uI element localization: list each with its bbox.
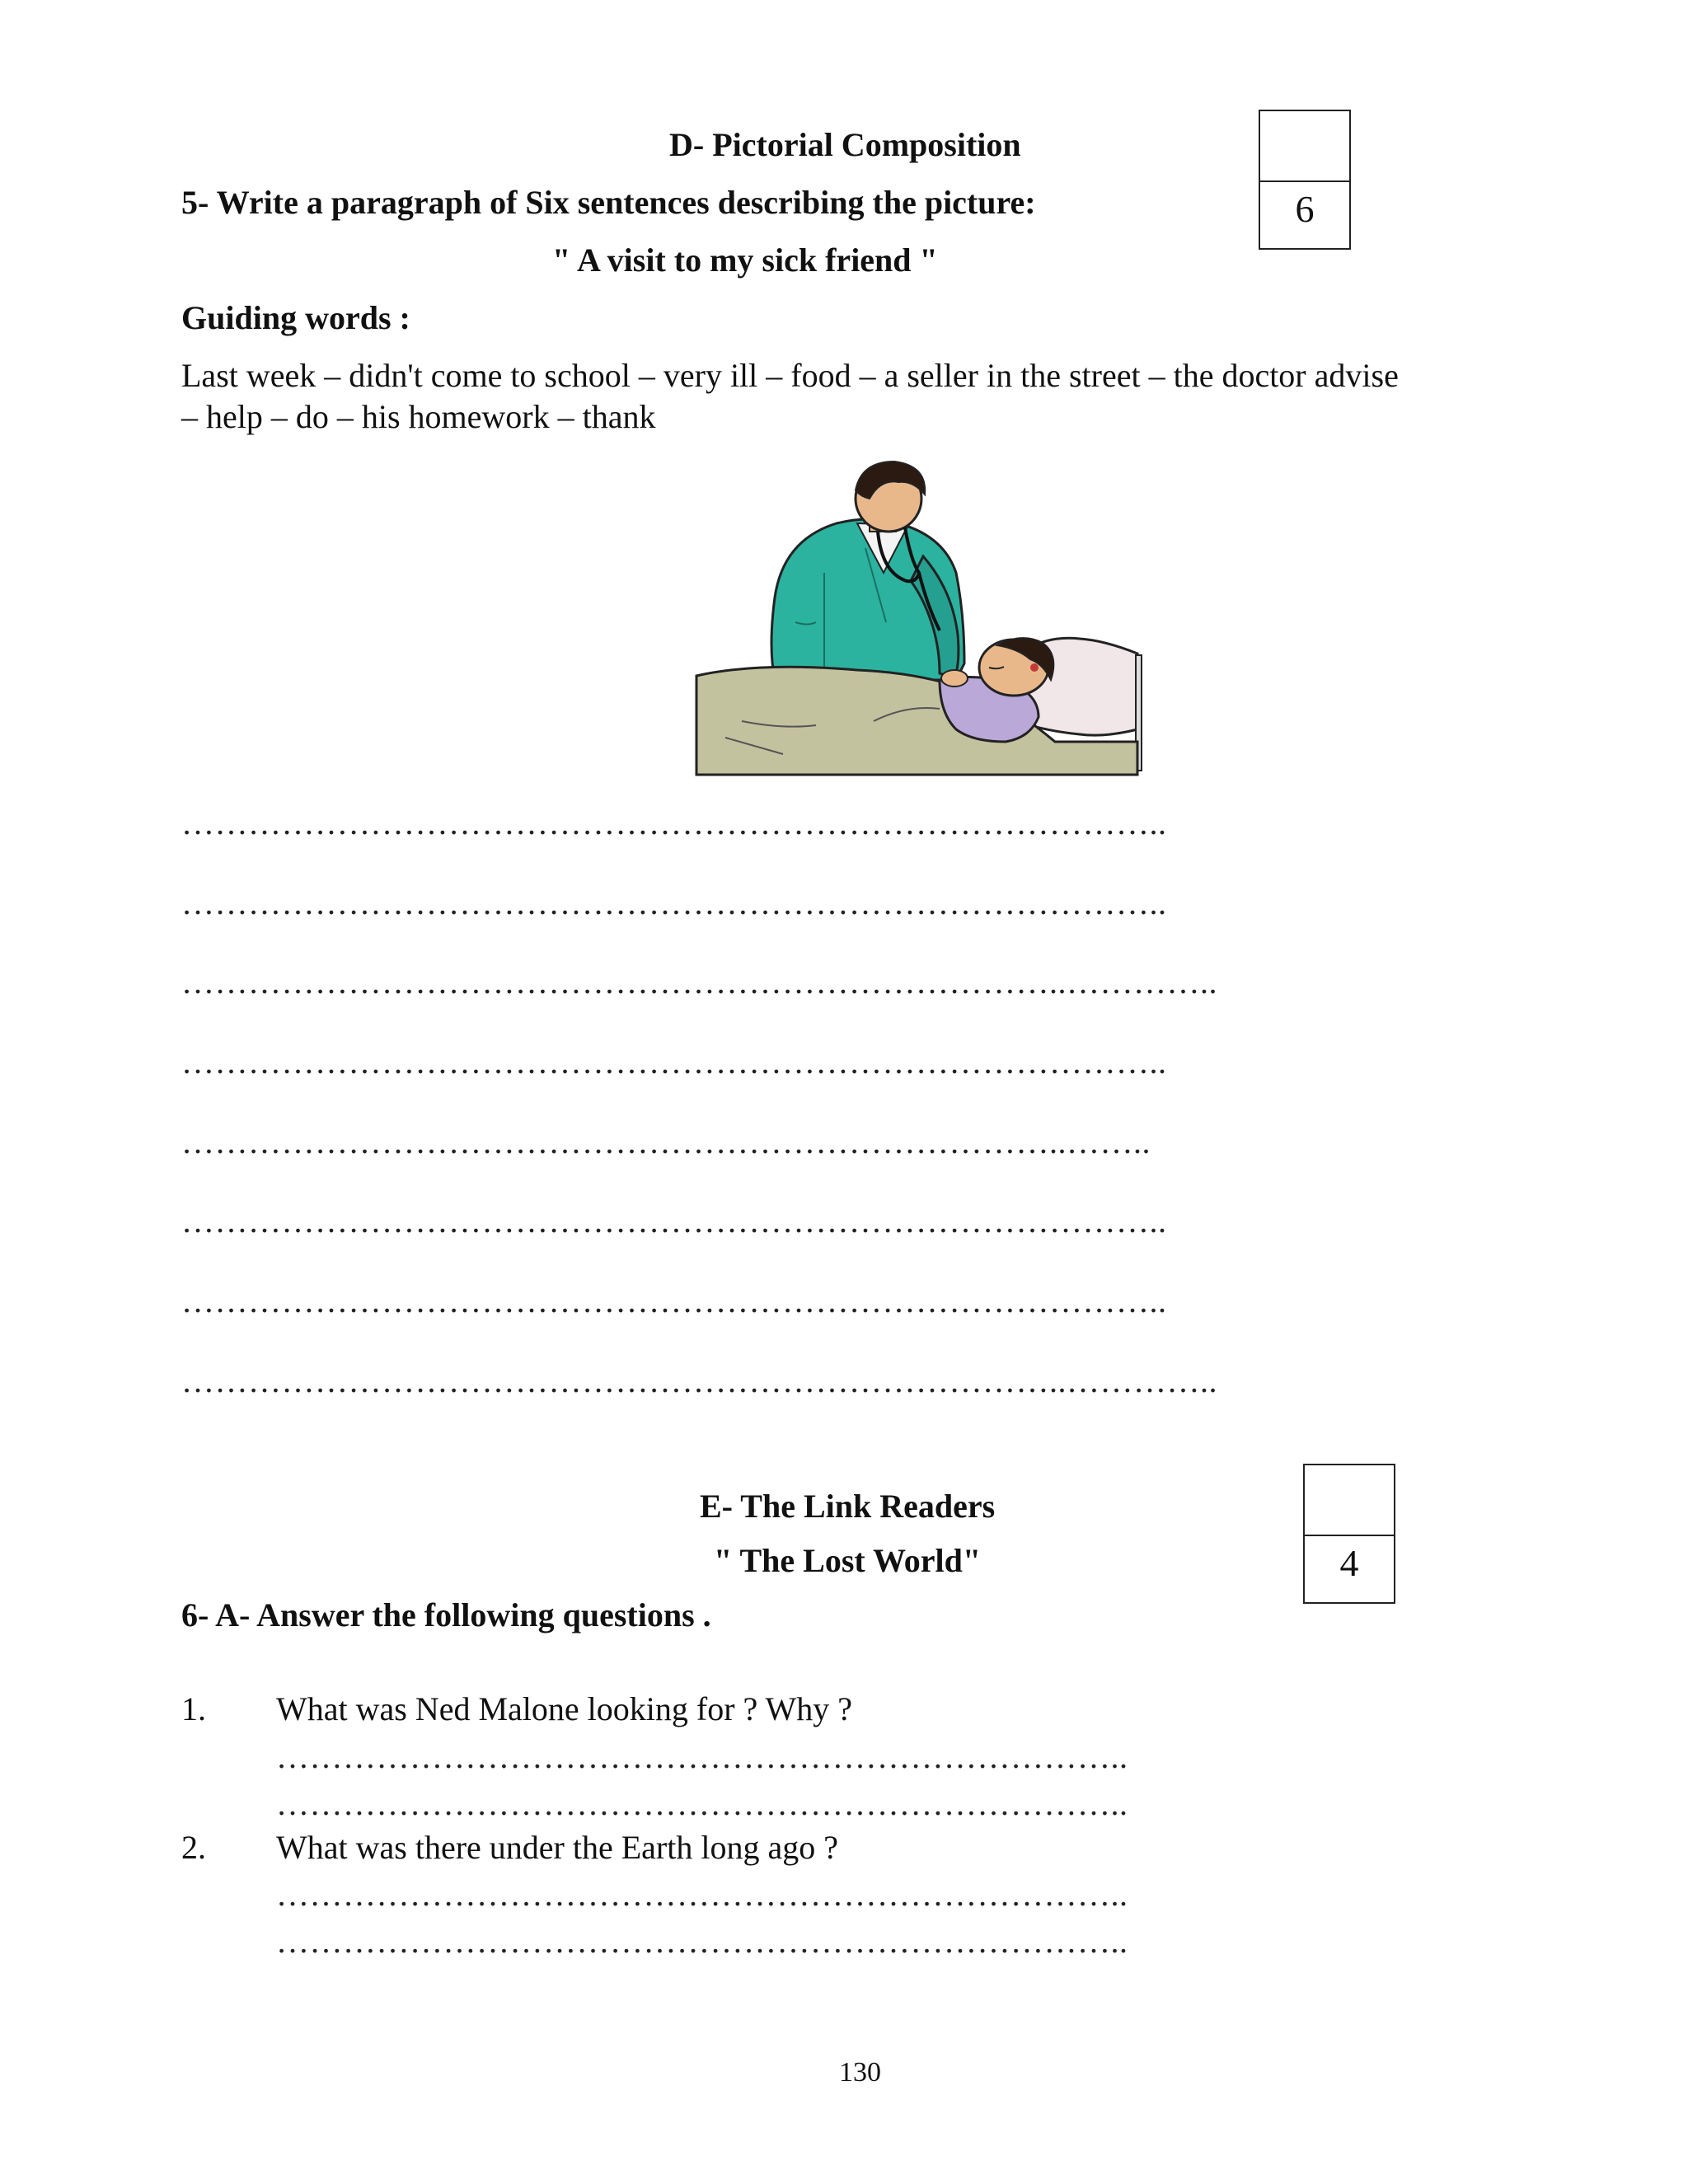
question-number: 1.	[181, 1690, 206, 1727]
answer-line[interactable]: ……………………………………………………………………………..	[181, 884, 1167, 921]
answer-line[interactable]: ……………………………………………………………………..…………..	[181, 1362, 1217, 1399]
section-e-title: E- The Link Readers	[700, 1488, 996, 1525]
section-d-topic: " A visit to my sick friend "	[552, 241, 938, 279]
question-answer-line[interactable]: …………………………………………………………………..	[276, 1923, 1128, 1960]
score-box-divider	[1259, 180, 1351, 182]
answer-line[interactable]: ……………………………………………………………………………..	[181, 1282, 1167, 1319]
section-e-subtitle: " The Lost World"	[714, 1542, 982, 1579]
question-answer-line[interactable]: …………………………………………………………………..	[276, 1738, 1128, 1775]
section-e-instruction: 6- A- Answer the following questions .	[181, 1596, 711, 1633]
answer-line[interactable]: ……………………………………………………………………………..	[181, 804, 1167, 841]
section-d-score: 6	[1295, 188, 1315, 230]
section-e-score: 4	[1339, 1542, 1359, 1584]
guiding-words-line-1: Last week – didn't come to school – very ill – food – a seller in the street – the doctor advise	[181, 357, 1399, 394]
section-d-instruction: 5- Write a paragraph of Six sentences describing the picture:	[181, 184, 1036, 221]
question-text: What was Ned Malone looking for ? Why ?	[276, 1690, 853, 1727]
guiding-words-line-2: – help – do – his homework – thank	[181, 398, 656, 435]
page-number: 130	[839, 2057, 881, 2088]
question-number: 2.	[181, 1829, 206, 1866]
section-d-title: D- Pictorial Composition	[669, 126, 1021, 163]
score-box-divider	[1303, 1535, 1395, 1536]
answer-line[interactable]: ……………………………………………………………………..……..	[181, 1123, 1151, 1160]
answer-line[interactable]: ……………………………………………………………………………..	[181, 1043, 1167, 1080]
question-text: What was there under the Earth long ago ?	[276, 1829, 838, 1866]
question-answer-line[interactable]: …………………………………………………………………..	[276, 1785, 1128, 1822]
section-e-score-box	[1303, 1464, 1395, 1604]
section-d-score-box	[1259, 110, 1351, 250]
answer-line[interactable]: ……………………………………………………………………..…………..	[181, 963, 1217, 1001]
doctor-hand	[941, 670, 968, 687]
guiding-words-label: Guiding words :	[181, 299, 410, 336]
answer-line[interactable]: ……………………………………………………………………………..	[181, 1202, 1167, 1240]
doctor-examining-sick-boy-illustration	[692, 457, 1150, 779]
question-answer-line[interactable]: …………………………………………………………………..	[276, 1876, 1128, 1913]
